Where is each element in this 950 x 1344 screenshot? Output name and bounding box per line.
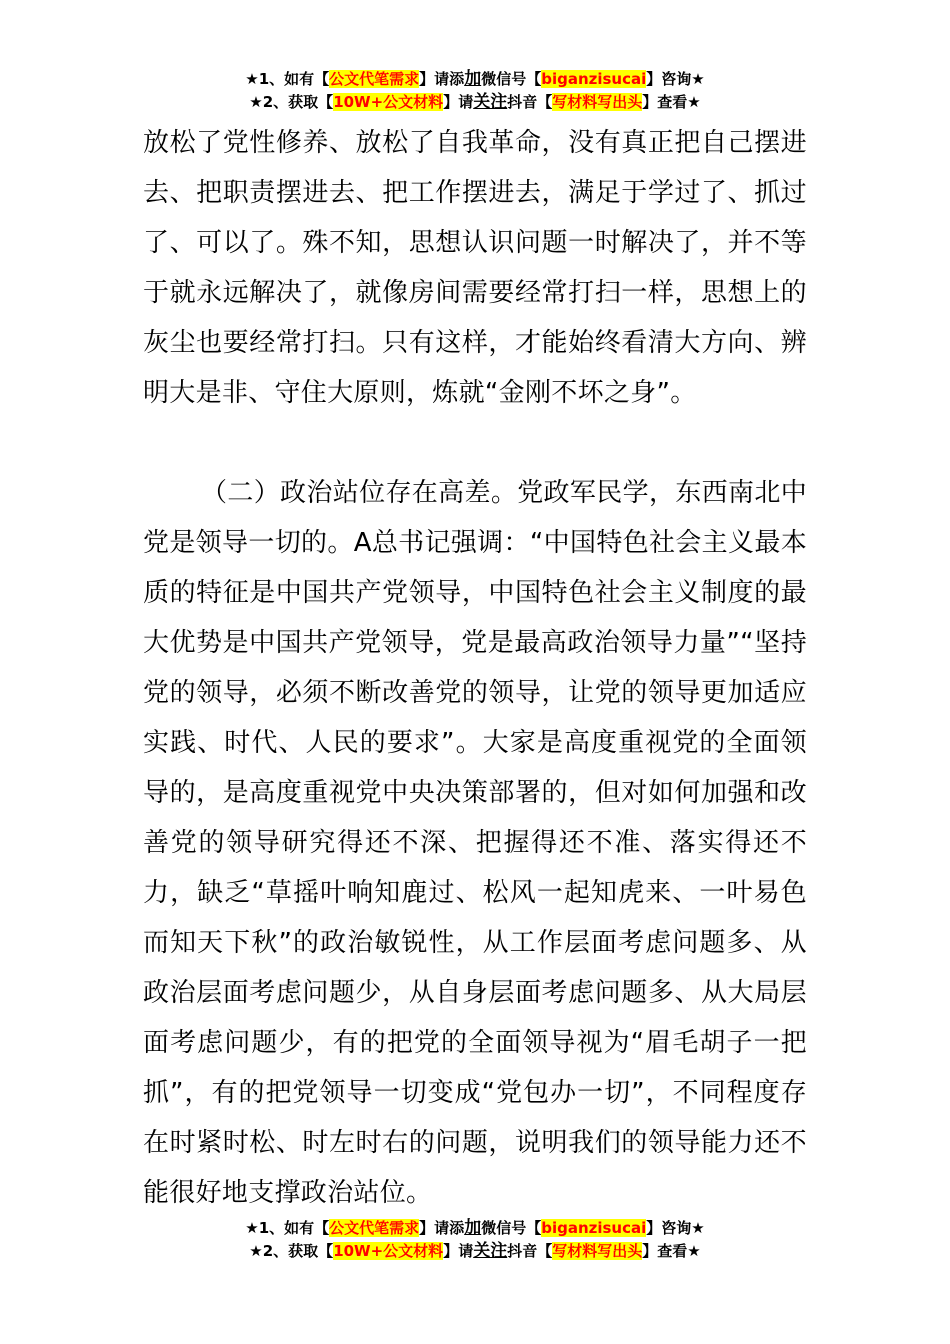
- banner-text: 】请添: [419, 1219, 465, 1237]
- highlight-service: 公文代笔需求: [329, 1219, 420, 1237]
- underlined-text: 关注: [473, 1241, 508, 1261]
- body-paragraph-2: [143, 468, 807, 1218]
- highlight-service: 公文代笔需求: [329, 70, 420, 88]
- highlight-douyin-account: 写材料写出头: [552, 1242, 643, 1260]
- banner-text: ★2、获取【: [249, 93, 334, 111]
- underlined-text: 加: [464, 1218, 482, 1238]
- highlight-materials: 10W+公文材料: [333, 1242, 444, 1260]
- highlight-douyin-account: 写材料写出头: [552, 93, 643, 111]
- banner-text: 】咨询★: [646, 1219, 705, 1237]
- paragraph-text: （二）政治站位存在高差。党政军民学，东西南北中党是领导一切的。A总书记强调：“中国特色社会主义最本质的特征是中国共产党领导，中国特色社会主义制度的最大优势是中国共产党领导，党是最高政治领导力量”“坚持党的领导，必须不断改善党的领导，让党的领导更加适应实践、时代、人民的要求”。大家是高度重视党的全面领导的，是高度重视党中央决策部署的，但对如何加强和改善党的领导研究得还不深、把握得还不准、落实得还不力，缺乏“草摇叶响知鹿过、松风一起知虎来、一叶易色而知天下秋”的政治敏锐性，从工作层面考虑问题多、从政治层面考虑问题少，从自身层面考虑问题多、从大局层面考虑问题少，有的把党的全面领导视为“眉毛胡子一把抓”，有的把党领导一切变成“党包办一切”，不同程度存在时紧时松、时左时右的问题，说明我们的领导能力还不能很好地支撑政治站位。: [143, 478, 807, 1208]
- banner-line-2: [0, 1240, 950, 1263]
- banner-text: 微信号【: [481, 70, 542, 88]
- banner-text: 抖音【: [507, 1242, 553, 1260]
- footer-banner: [0, 1217, 950, 1263]
- banner-text: 微信号【: [481, 1219, 542, 1237]
- banner-text: 】查看★: [642, 1242, 701, 1260]
- header-banner: [0, 68, 950, 114]
- banner-line-1: [0, 68, 950, 91]
- underlined-text: 关注: [473, 92, 508, 112]
- highlight-wechat-id: biganzisucai: [541, 70, 647, 88]
- banner-text: ★1、如有【: [245, 1219, 330, 1237]
- highlight-wechat-id: biganzisucai: [541, 1219, 647, 1237]
- banner-text: 】咨询★: [646, 70, 705, 88]
- paragraph-text: 放松了党性修养、放松了自我革命，没有真正把自己摆进去、把职责摆进去、把工作摆进去，满足于学过了、抓过了、可以了。殊不知，思想认识问题一时解决了，并不等于就永远解决了，就像房间需要经常打扫一样，思想上的灰尘也要经常打扫。只有这样，才能始终看清大方向、辨明大是非、守住大原则，炼就“金刚不坏之身”。: [143, 128, 807, 408]
- banner-text: 】请: [443, 93, 474, 111]
- underlined-text: 加: [464, 69, 482, 89]
- banner-text: 】查看★: [642, 93, 701, 111]
- highlight-materials: 10W+公文材料: [333, 93, 444, 111]
- banner-text: 】请: [443, 1242, 474, 1260]
- banner-line-2: [0, 91, 950, 114]
- banner-text: 抖音【: [507, 93, 553, 111]
- banner-text: ★2、获取【: [249, 1242, 334, 1260]
- banner-text: ★1、如有【: [245, 70, 330, 88]
- banner-text: 】请添: [419, 70, 465, 88]
- banner-line-1: [0, 1217, 950, 1240]
- body-paragraph-1: [143, 118, 807, 418]
